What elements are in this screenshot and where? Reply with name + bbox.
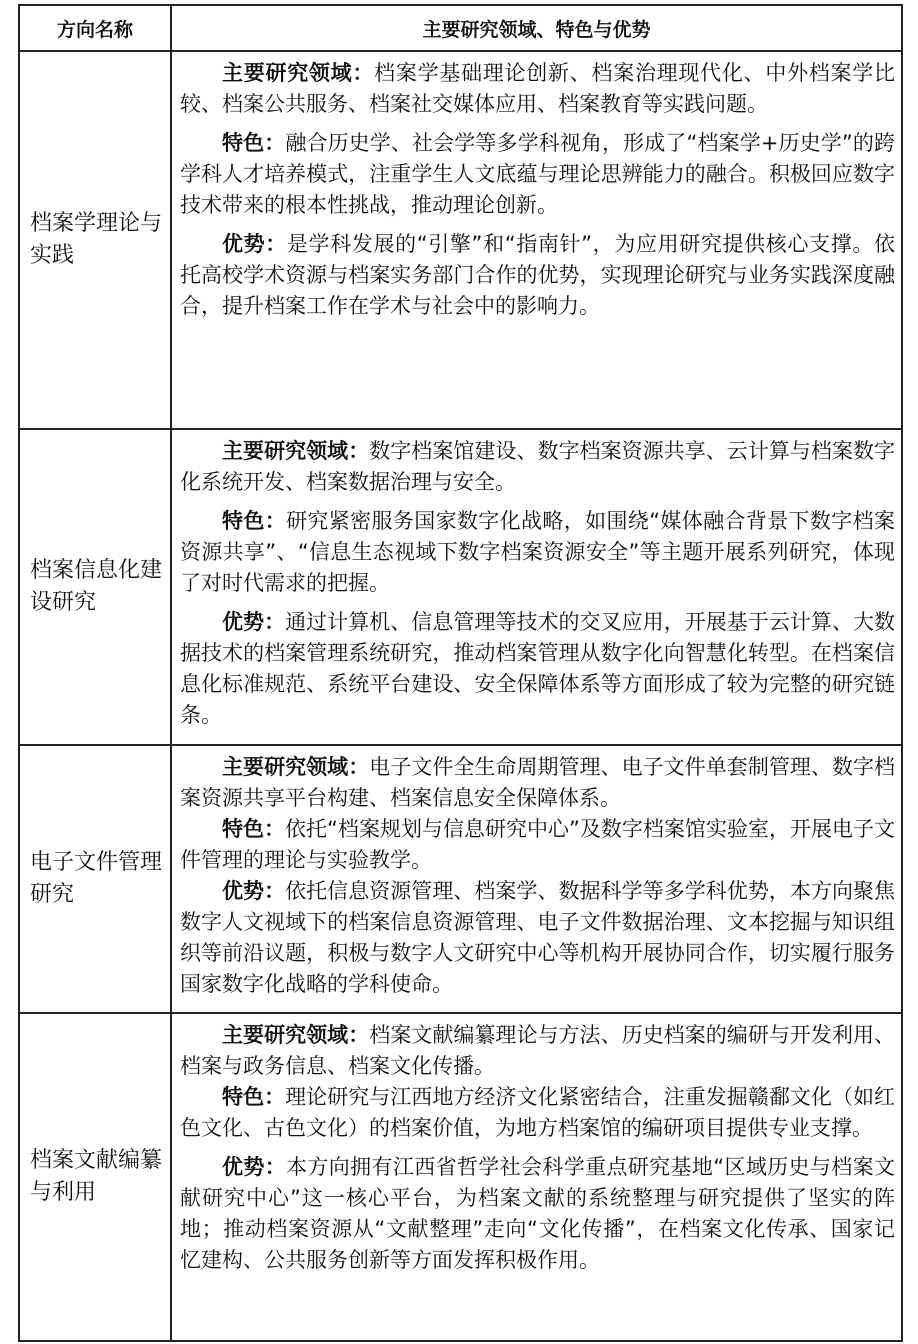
direction-name-cell: 档案文献编纂与利用 [19, 1013, 171, 1341]
direction-content-cell [171, 51, 902, 429]
table-header-row [19, 5, 902, 51]
paragraph-lead: 特色： [222, 1085, 286, 1109]
feature-paragraph [180, 1082, 895, 1144]
paragraph-lead: 优势： [222, 610, 286, 634]
direction-content-cell [171, 1013, 902, 1341]
paragraph-lead: 优势： [222, 879, 286, 903]
paragraph-text: 依托信息资源管理、档案学、数据科学等多学科优势，本方向聚焦数字人文视域下的档案信息资源管理、电子文件数据治理、文本挖掘与知识组织等前沿议题，积极与数字人文研究中心等机构开展协同合作，切实履行服务国家数字化战略的学科使命。 [180, 879, 896, 996]
header-research-content: 主要研究领域、特色与优势 [171, 5, 902, 51]
paragraph-text: 研究紧密服务国家数字化战略，如围绕“媒体融合背景下数字档案资源共享”、“信息生态视域下数字档案资源安全”等主题开展系列研究，体现了对时代需求的把握。 [180, 509, 895, 595]
research-area-paragraph [180, 436, 895, 498]
research-area-paragraph [180, 58, 895, 120]
paragraph-text: 是学科发展的“引擎”和“指南针”，为应用研究提供核心支撑。依托高校学术资源与档案实务部门合作的优势，实现理论研究与业务实践深度融合，提升档案工作在学术与社会中的影响力。 [180, 232, 896, 318]
paragraph-text: 理论研究与江西地方经济文化紧密结合，注重发掘赣鄱文化（如红色文化、古色文化）的档案价值，为地方档案馆的编研项目提供专业支撑。 [180, 1085, 896, 1140]
direction-content-cell [171, 429, 902, 745]
direction-name-cell: 档案信息化建设研究 [19, 429, 171, 745]
paragraph-text: 数字档案馆建设、数字档案资源共享、云计算与档案数字化系统开发、档案数据治理与安全。 [180, 439, 896, 494]
paragraph-lead: 特色： [222, 509, 287, 533]
advantage-paragraph [180, 229, 895, 322]
advantage-paragraph [180, 607, 895, 731]
header-direction-name: 方向名称 [19, 5, 171, 51]
research-directions-table [18, 4, 903, 1342]
table-row [19, 51, 902, 429]
advantage-paragraph [180, 1152, 895, 1276]
paragraph-text: 档案文献编纂理论与方法、历史档案的编研与开发利用、档案与政务信息、档案文化传播。 [180, 1023, 896, 1078]
research-area-paragraph [180, 752, 895, 814]
paragraph-lead: 主要研究领域： [222, 439, 370, 463]
feature-paragraph [180, 506, 895, 599]
paragraph-text: 电子文件全生命周期管理、电子文件单套制管理、数字档案资源共享平台构建、档案信息安全保障体系。 [180, 755, 896, 810]
paragraph-text: 本方向拥有江西省哲学社会科学重点研究基地“区域历史与档案文献研究中心”这一核心平台，为档案文献的系统整理与研究提供了坚实的阵地；推动档案资源从“文献整理”走向“文化传播”，在档案文化传承、国家记忆建构、公共服务创新等方面发挥积极作用。 [180, 1155, 895, 1272]
feature-paragraph [180, 128, 895, 221]
advantage-paragraph [180, 876, 895, 1000]
feature-paragraph [180, 814, 895, 876]
direction-name-cell: 档案学理论与实践 [19, 51, 171, 429]
paragraph-text: 档案学基础理论创新、档案治理现代化、中外档案学比较、档案公共服务、档案社交媒体应用、档案教育等实践问题。 [180, 61, 896, 116]
table-row [19, 745, 902, 1013]
research-area-paragraph [180, 1020, 895, 1082]
paragraph-lead: 主要研究领域： [222, 1023, 370, 1047]
direction-content-cell [171, 745, 902, 1013]
table-row [19, 1013, 902, 1341]
paragraph-lead: 主要研究领域： [222, 755, 370, 779]
paragraph-text: 通过计算机、信息管理等技术的交叉应用，开展基于云计算、大数据技术的档案管理系统研究，推动档案管理从数字化向智慧化转型。在档案信息化标准规范、系统平台建设、安全保障体系等方面形成了较为完整的研究链条。 [180, 610, 896, 727]
paragraph-lead: 优势： [222, 232, 287, 256]
paragraph-lead: 优势： [222, 1155, 287, 1179]
table-row [19, 429, 902, 745]
paragraph-text: 融合历史学、社会学等多学科视角，形成了“档案学+历史学”的跨学科人才培养模式，注重学生人文底蕴与理论思辨能力的融合。积极回应数字技术带来的根本性挑战，推动理论创新。 [180, 131, 895, 217]
paragraph-lead: 主要研究领域： [222, 61, 375, 85]
direction-name-cell: 电子文件管理研究 [19, 745, 171, 1013]
paragraph-lead: 特色： [222, 131, 286, 155]
paragraph-lead: 特色： [222, 817, 286, 841]
paragraph-text: 依托“档案规划与信息研究中心”及数字档案馆实验室，开展电子文件管理的理论与实验教学。 [180, 817, 895, 872]
